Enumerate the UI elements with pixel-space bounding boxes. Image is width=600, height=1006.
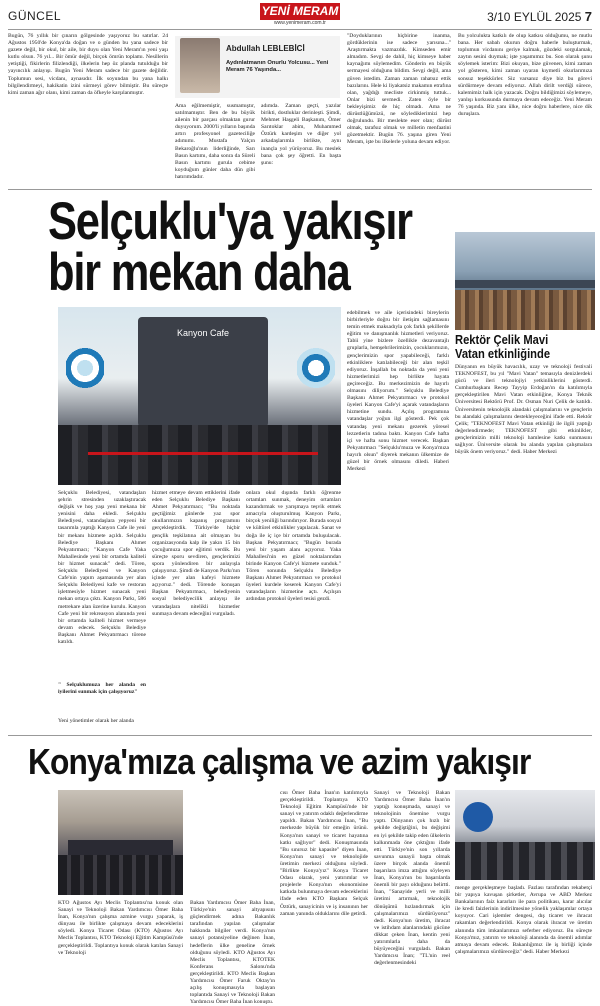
author-name: Abdullah LEBLEBİCİ [226,44,305,53]
date-text: 3/10 EYLÜL 2025 [487,10,582,24]
header-rule [8,29,592,30]
balloon-decor-right [297,347,335,417]
headline-konya: Konya'mıza çalışma ve azim yakışır [28,741,531,782]
column-text-1: Bugün, 76 yıllık bir çınarın gölgesinde yaşıyoruz bu satırlar. 24 Ağustos 1950'de Konya'da doğan ve o günden bu yana sadece bir gazete değil, bir okul, bir aile, bir duyu olan Yeni Meram'ın yeni yaşı kutlu olsun. 76 yıl... Bir ömür değil, birçok ömrün toplamı. Nesillerin yetiştiği, fikirlerin filizlendiği, ilkelerin hep öz planda tutulduğu bir yayıncılık anlayışı. Bugün Yeni Meram sadece bir gazete değildir. Toplumun sesi, vicdanı, aynasıdır. İlk soyundan bu yana halkı bilgilendirmeyi, hakikatin izini sürmeyi görev bilmiştir. Bu süreçte kimi zaman ağır olanı, kimi zaman da öfkeyle karşılanmıştır. [8,33,168,96]
city-skyline [455,290,595,330]
bridge [455,280,595,288]
kto-logo [463,802,493,832]
balloon-decor-left [66,347,104,417]
column-text-5: Bu yolculukta katkılı de olup katkısı olduğumu, ne mutlu bana. Her sabah okurun doğru haberle buluşturmak, toplumun vicdanını geriye kalmak, gözdeki sorgulamak, zaytın sesini duymak; işte yaşamımız bu. Son olarak şunu söylemek isterim: Bizi okuyan, bize güvenen, kimi zaman yol gösteren, kimi zaman uyaran kıymetli okurlarımıza sonsuz teşekkürler. Siz varsanız diye biz bu görevi sürdürmeye devam ediyoruz. Allah dirilt verdiği sürece, kalemimiz halk için yazacak. Doğru bildiğimizi söylemeye, yanlışı korkusunda durmaya devam edeceğiz. Yeni Meram 76 yaşında. Biz yanı ülke, nice doğru haberlere, nice dik duruşlara. [458,33,592,118]
story2-text: Dünyanın en büyük havacılık, uzay ve teknoloji festivali TEKNOFEST, bu yıl "Mavi Vatan" temasıyla denizlerdeki gücü ve ileri teknolojiyi yetkinliklerini gösterdi. Cumhurbaşkanı Recep Tayyip Erdoğan'ın da katılımıyla gerçekleştirilen Mavi Vatan etkinliğine, Konya Teknik Üniversitesi Rektörü Prof. Dr. Osman Nuri Çelik de katıldı. Üniversitenin teknolojik alandaki çalışmalarını ve gençlerin bu alandaki çalışmalarını destekleyeceğini ifade etti. Rektör Çelik; "TEKNOFEST Mavi Vatan etkinliği ile ilgili yaptığı değerlendirmede; TEKNOFEST gibi etkinlikler, gençlerimizin milli teknoloji hamlesine katkı sunmasını sağlıyor. Üniversite olarak bu alanda yapılan çalışmalara büyük önem veriyoruz." dedi. Haber Merkezi [455,364,592,456]
story1-text-1b: Yeni yönetimler olarak her alanda [58,718,134,724]
headline-rektor-celik: Rektör Çelik Mavi Vatan etkinliğinde [455,332,551,361]
story1-text-2: hizmet etmeye devam ettiklerini ifade eden Selçuklu Belediye Başkanı Ahmet Pekyatırmacı; "Bu noktada geçtiğimiz günlerde yaz spor okullarımızın kapanış programını gerçekleştirdik. Türkiye'de hiçbir gençlik teşkilatına ait olmayan bu organizasyonda kalp ile yakın 15 bin çocuğumuza spor eğitimi verdik. Bu süreçte sporu sevdiren, gençlerimizi spora yönlendiren bir anlayışla çalışıyoruz. Şimdi de Kanyon Parkı'nın içinde yer alan kafeyi hizmete açıyoruz." dedi. Törende konuşan Başkan Pekyatırmacı, belediyenin sosyal belediyecilik anlayışı ile vatandaşlara nitelikli hizmetler sunmaya devam edeceğini vurguladı. [152,490,240,617]
column-text-3: adımda. Zaman geçti, yazılar birikti, dostluklar derinleşti. Şimdi, Mehmet Haşgeli Başkanım, Ömer Sarıtoklar abim, Muhammed Öztürk kardeşim ve diğer yol arkadaşlarımla birlikte, aynı inançla yol yürüyoruz. Bu meslek bana çok şey öğretti. En başta şunu: [261,103,341,166]
story1-text-4: edebilmek ve aile içerisindeki bireylerin birbirleriyle doğru bir iletişim sağlamasını temin etmek maksadıyla çok farklı şekillerde eğitim ve danışmanlık hizmetleri veriyoruz. Tabii yine bizlere özellikle dezavantajlı gruplarla, hemşehrilerimizin, çocuklarımızın, gençlerimizin spor yapabileceği, farklı etkinliklere katılabileceği bir alan teşkil ediyoruz. İnşallah bu noktada da yeni yeni hizmetlerimizi hep birlikte hayata geçireceğiz. Bu merkezimizin de hayırlı olmasını diliyorum." Selçuklu Belediye Başkanı Ahmet Pekyatırmacı ve protokol üyeleri Kanyon Cafe'yi açarak vatandaşların hizmetine sundu. Açılış programına vatandaşlar yoğun ilgi gösterdi. Pek çok vatandaş yeni mekanı gezerek yöresel lezzetlerin tadına baktı. Kanyon Cafe hafta içi ve hafta sonu hizmet verecek. Başkan Pekyatırmacı "Selçuklu'muza ve Konya'mıza hayırlı olsun" diyerek mekanın ülkemize de güzel bir örnek olmasını diledi. Haberi Merkezi [347,310,449,473]
crowd [58,425,341,485]
column-title: Aydınlatmanın Onurlu Yolcusu... Yeni Meram 76 Yaşında... [226,60,329,73]
newspaper-logo: YENİ MERAM [261,4,339,18]
section-label: GÜNCEL [8,9,62,23]
author-photo [180,38,220,93]
photo-mavi-vatan [455,232,595,330]
story3-text-4: Sanayi ve Teknoloji Bakan Yardımcısı Ömer Baha İnan'ın yaptığı konuşmada, sanayi ve teknolojinin önemine vurgu yaptı. Dünyanın çok hızlı bir şekilde değiştiğini, bu değişimi en iyi şekilde takip eden ülkelerin kalkınmada öne çıktığını ifade etti. Türkiye'nin son yıllarda savunma sanayii başta olmak üzere birçok alanda önemli başarılara imza attığını söyleyen İnan, Konya'nın bu başarılarda önemli bir payı olduğunu belirtti. İnan, "Sanayide yerli ve milli üretimi artırmak, teknolojik dönüşümü hızlandırmak için çalışmalarımızı sürdürüyoruz" dedi. Konya'nın üretim, ihracat ve istihdam alanlarındaki gücüne dikkat çeken İnan, kentin yeni yatırımlarla daha da büyüyeceğini vurguladı. Bakan Yardımcısı İnan; "TL'nin reel değerlenmesindeki [374,790,450,967]
photo-kto-meeting [58,790,183,895]
column-text-2: Ama eğilmemiştir, susmamıştır, satılmamıştır. Ben de bu büyük ailenin bir parçası olmaktan gurur duyuyorum. 2000'li yılların başında artırı profesyonel gazeteciliğe adımımı. Mustafa Yalçın Bekaroğlu'nun liderliğinde, Sarı Basın kartımı, daha sonra da Süreli Basın kartımı gurula cebime koyduğum günler daha dün gibi hatırımdadır. [175,103,255,180]
story3-text-3: cısı Ömer Baha İnan'ın katılımıyla gerçekleştirildi. Toplantıya KTO Teknoloji Eğitim Kampüsü'nde bir sanayi ve yatırım odaklı değerlendirme yapıldı. Bakan Yardımcısı İnan, "Bu merkezde büyük bir emeğin ürünü. Konya'nın sanayi ve ticaret hayatına katkı sağlıyor" dedi. Konuşmasında "Bu sınırsız bir kapasite" diyen İnan, Konya'nın sanayi ve teknolojide üretimin merkezi olduğunu söyledi. "Birlikte Konya'yız" Konya Ticaret Odası olarak, yeni yatırımlar ve projelerle Konya'nın ekonomisine katkıda bulunmaya devam edeceklerini ifade eden KTO Başkanı Selçuk Öztürk, sanayicinin ve iş insanının her zaman yanında olduklarını dile getirdi. [280,790,368,917]
opening-ribbon [88,452,318,455]
story1-text-3: onlara okul dışında farklı öğrenme ortamları sunmak, deneyim ortamları kazandırmak ve yarışmaya teşvik etmek amacıyla oluşturulmuş Kanyon Parkı, birçok yeniliği barındırıyor. Burada sosyal ve kültürel etkinlikler yapılacak. Sanat ve doğa ile iç içe bir ortamda buluşulacak. Başkan Pekyatırmacı; "Bugün burada yeni bir yaşam alanı açıyoruz. Yaka Mahallesi'nin en güzel noktalarından birinde Kanyon Cafe'yi hizmete sunduk." Tören sonunda Selçuklu Belediye Başkanı Ahmet Pekyatırmacı ve protokol üyeleri kurdele keserek Kanyon Cafe'yi vatandaşların hizmetine açtı. Açılışın ardından protokol üyeleri tesisi gezdi. [246,490,341,603]
issue-date [487,9,592,24]
story3-text-2: Bakan Yardımcısı Ömer Baha İnan, Türkiye'nin sanayi altyapısını güçlendirmek adına Bakanlık tarafından yapılan çalışmalar hakkında bilgiler verdi. Konya'nın sanayi potansiyeline değinen İnan, hedeflerin ülke geneline örnek olduğunu söyledi. KTO Ağustos Ayı Meclis Toplantısı, KTOTEK Konferans Salonu'nda gerçekleştirildi. KTO Meclis Başkan Yardımcısı Ömer Faruk Oktay'ın açılış konuşmasıyla başlayan toplantıda Sanayi ve Teknoloji Bakan Yardımcısı Ömer Baha İnan konuştu. [190,900,275,1006]
story3-text-1: KTO Ağustos Ayı Meclis Toplantısı'na konuk olan Sanayi ve Teknoloji Bakan Yardımcısı Ömer Baha İnan, Konya'nın çalışma azmine vurgu yaparak, iş dünyası ile birlikte çalışmaya devam edeceklerini söyledi. Konya Ticaret Odası (KTO) Ağustos Ayı Meclis Toplantısı, KTO Teknoloji Eğitim Kampüsü'nde gerçekleştirildi. Toplantıya konuk olarak katılan Sanayi ve Teknoloji [58,900,183,956]
headline-selcuklu: Selçuklu'ya yakışır bir mekan daha [48,192,412,302]
story3-text-5: menge gerçekleşmeye başladı. Fazlası tarafından rekabetçi bir yapıya kavuşan şirketler, Avrupa ve ABD Merkez Bankalarının faiz kararları ile para politikası, karar alıcılar ile kredi faizlerinin indirilmesine yönelik yaklaşımlar ortaya koyuyor. Cari işlemler dengesi, dış ticaret ve ihracat rakamları değerlendirildi. Konya olarak ihracat ve üretim alanında tüm imkanlarımızı seferber ediyoruz. Bu süreçte Konya'mız, yatırım ve teknoloji alanında da önemli adımlar atmaya devam edecek. Bakanlığımız ile iş birliği içinde çalışmalarımızı sürdüreceğiz" dedi. Haber Merkezi [455,885,592,955]
column-rule [8,189,592,190]
cafe-sign: Kanyon Cafe [176,328,230,338]
newspaper-url: www.yenimeram.com.tr [274,20,326,26]
story1-text-1: Selçuklu Belediyesi, vatandaşları şehrin stresinden uzaklaştıracak değişik ve hoş yaşı yeni mekana bir yenisini daha ekledi. Selçuklu Belediyesi, vatandaşlara yepyeni bir tasarımla yaptığı Kanyon Cafe ile yeni bir mekanı hizmete açıldı. Selçuklu Belediye Başkanı Ahmet Pekyatırmacı; "Kanyon Cafe Yaka Mahallesinde yeni bir ortamda kaliteli bir hizmet sunacak" dedi. Tören, Selçuklu Belediyesi ve Kanyon Cafe'nin yapım aşamasında yer alan Selçuklu Belediyesi kafe ve restoran işletmesiyle hizmet sunacak yeni mekan ortaya çıktı. Kanyon Parkı, 586 metrekare alan üzerine kurulu. Kanyon Cafe yeni bir rekreasyon alanında yeni bir ortamda kaliteli hizmet vermeye devam edecek. Selçuklu Belediye Başkanı Ahmet Pekyatırmacı törene katıldı. [58,490,146,645]
podium-attendees [455,842,595,880]
photo-kto-podium [455,790,595,880]
story1-quote: " Selçuklumuza her alanda en iyilerini sunmak için çalışıyoruz" [58,682,146,696]
photo-kanyon-cafe-opening [58,307,341,485]
meeting-attendees [58,855,183,895]
mid-rule [8,735,592,736]
column-text-4: "Doyduklarının hiçbirine inanma, gördüklerinin ise sadece yarısına..." Araştırmakta vazmazdık. Kimseden emir almadım. Sevgi de dahil, hiç kimseye haber kaynağımı söylemedim. Gönderin en büyük sermayesi olduğunu bildim. Sevgi değil, ama güven istedim. Zaman zaman rahatsız ettik bazılarını. Hele ki liyakatsiz makamın etrafına olan, yağdığı mecliste cirkinmiş tuttuk... Onlar bizi sevmedi. Zaten öyle bir bekleyişimiz de hiç olmadı. Ama ne dürüstlüğümüzü, ne söylediklerimizi hep doğrulundu. Bir meslekte eser olan; dürüst olmak, tarafsız olmak ve milletin menfaatini gözetmektir. Bugün 76. yaşına giren Yeni Meram, işte bu ilkelerle yoluna devam ediyor. [347,33,451,146]
page-number: 7 [584,9,592,24]
